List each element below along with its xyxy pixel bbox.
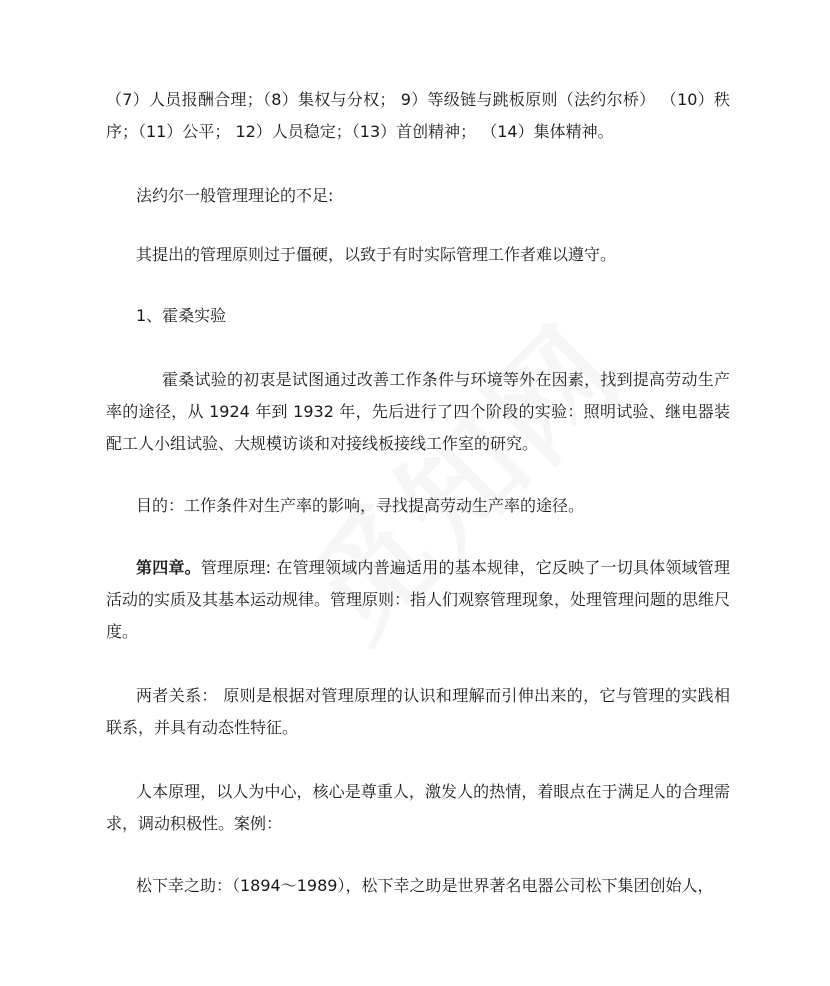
paragraph-purpose: 目的：工作条件对生产率的影响，寻找提高劳动生产率的途径。 <box>136 496 585 515</box>
paragraph-relationship: 两者关系： 原则是根据对管理原理的认识和理解而引伸出来的，它与管理的实践相联系，并具有动态性特征。 <box>106 686 730 737</box>
paragraph-fayol-principles: （7）人员报酬合理；（8）集权与分权； 9）等级链与跳板原则（法约尔桥） （10）秩序；（11）公平； 12）人员稳定；（13）首创精神； （14）集体精神。 <box>106 90 730 141</box>
paragraph-fayol-shortcomings-heading: 法约尔一般管理理论的不足: <box>136 186 334 205</box>
section-heading-hawthorne: 1、霍桑实验 <box>136 306 227 325</box>
paragraph-matsushita: 松下幸之助：（1894～1989），松下幸之助是世界著名电器公司松下集团创始人， <box>136 876 714 895</box>
paragraph-human-principle: 人本原理，以人为中心，核心是尊重人，激发人的热情，着眼点在于满足人的合理需求，调动积极性。案例： <box>106 782 730 833</box>
paragraph-fayol-shortcomings: 其提出的管理原则过于僵硬，以致于有时实际管理工作者难以遵守。 <box>136 245 617 264</box>
chapter-four-label: 第四章。 <box>136 558 201 577</box>
chapter-four-text: 管理原理: 在管理领域内普遍适用的基本规律，它反映了一切具体领域管理活动的实质及其基本运动规律。管理原则：指人们观察管理现象，处理管理问题的思维尺度。 <box>106 558 731 641</box>
paragraph-chapter-four <box>106 552 730 648</box>
paragraph-hawthorne-description: 霍桑试验的初衷是试图通过改善工作条件与环境等外在因素，找到提高劳动生产率的途径，从 1924 年到 1932 年，先后进行了四个阶段的实验：照明试验、继电器装配工人小组试验、大规模访谈和对接线板接线工作室的研究。 <box>106 370 730 453</box>
